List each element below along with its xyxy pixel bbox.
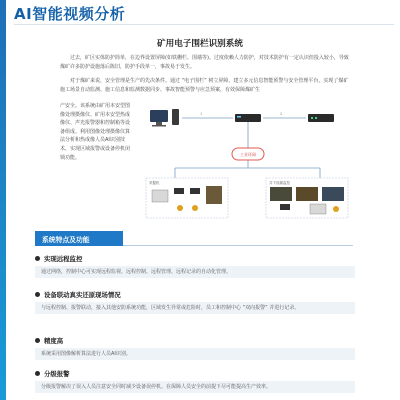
camera-icon bbox=[280, 204, 290, 210]
feature-item bbox=[35, 254, 355, 278]
control-box-icon bbox=[310, 204, 326, 214]
link-label: 2 bbox=[280, 112, 283, 116]
feature-item bbox=[35, 336, 355, 360]
features-section-title: 系统特点及功能 bbox=[35, 231, 123, 246]
feature-description: 系统采用图像解析算法进行人员AI识别。 bbox=[35, 348, 355, 360]
bullet-icon bbox=[35, 338, 40, 343]
excavation-zone bbox=[146, 178, 228, 218]
video-feed-thumbnail bbox=[322, 187, 344, 201]
alarm-icon bbox=[192, 205, 198, 211]
feature-description: 通过网络，控制中心可实现远程监视、远程控制、远程管理、远程记录的自动化管理。 bbox=[35, 266, 355, 278]
bullet-icon bbox=[35, 371, 40, 376]
feature-heading: 实现远程监控 bbox=[44, 255, 83, 263]
feature-heading: 精度高 bbox=[44, 337, 64, 345]
video-feed-thumbnail bbox=[270, 187, 292, 201]
camera-icon bbox=[174, 188, 184, 194]
topology-svg bbox=[140, 100, 352, 222]
feature-heading: 设备联动真实还原现场情况 bbox=[44, 291, 121, 299]
section-divider bbox=[123, 245, 353, 246]
machine-icon bbox=[206, 186, 222, 204]
document-title: 矿用电子围栏识别系统 bbox=[157, 39, 243, 49]
switch-icon bbox=[308, 114, 334, 122]
video-feed-thumbnail bbox=[296, 187, 318, 201]
feature-item bbox=[35, 369, 355, 393]
bullet-icon bbox=[35, 256, 40, 261]
industrial-network-ring bbox=[232, 148, 264, 160]
feature-description: 分级报警解决了误入人员注意安全同时减少设备误停机。在保障人员安全的前提下尽可能提高生产效率。 bbox=[35, 381, 355, 393]
feature-description: 与远程控制、报警联动，接入其他安防系统功能，区域发生异常或危险时，员工和控制中心 “双向报警” 并进行记录。 bbox=[35, 302, 355, 314]
link-label: 1 bbox=[200, 112, 203, 116]
system-composition-paragraph: 产安全。该系统由矿用本安型图像处理摄像仪、矿用本安型热成像仪、声光报警器和控制箱等设备组成。利用图像处理摄像仪算法分析和热成像人员AI识别技术，实现区域报警或设备停机闭锁功能。 bbox=[60, 103, 131, 161]
bullet-icon bbox=[35, 292, 40, 297]
thermal-camera-icon bbox=[190, 188, 200, 194]
zone-label: 采掘机 bbox=[149, 181, 160, 185]
left-accent-rail bbox=[0, 0, 6, 400]
intro-paragraph: 过去，矿区实体防护简单，在边界设置屏障(如铁栅栏、围墙等)。过度依赖人力防护，对技术防护有一定认识但投入较小，导致煤矿许多防护设施落后陈旧，防护手段单一，事故易于发生。 bbox=[60, 55, 349, 70]
pc-tower-icon bbox=[172, 109, 179, 125]
system-topology-diagram bbox=[140, 100, 352, 222]
zone-label: 井下视频监控 bbox=[269, 181, 290, 185]
feature-item bbox=[35, 290, 355, 314]
alarm-icon bbox=[333, 206, 339, 212]
monitor-icon bbox=[150, 110, 168, 127]
feature-heading: 分级报警 bbox=[44, 370, 70, 378]
page-header bbox=[14, 3, 394, 25]
page-title: AI智能视频分析 bbox=[14, 5, 126, 23]
safety-paragraph: 对于煤矿来说，安全管理是生产的先决条件。通过 “电子围栏” 树立屏障，建立多元信息智能预警与安全管理平台，实现了煤矿施工场景自动监测、施工信息和监测数据同步、事故智能预警与应急预案，有效保障煤矿生 bbox=[60, 78, 349, 93]
server-icon bbox=[235, 114, 261, 122]
network-label: 工业环网 bbox=[240, 152, 256, 157]
underground-video-zone bbox=[266, 178, 348, 218]
alarm-icon bbox=[177, 205, 183, 211]
control-box-icon bbox=[152, 190, 168, 202]
